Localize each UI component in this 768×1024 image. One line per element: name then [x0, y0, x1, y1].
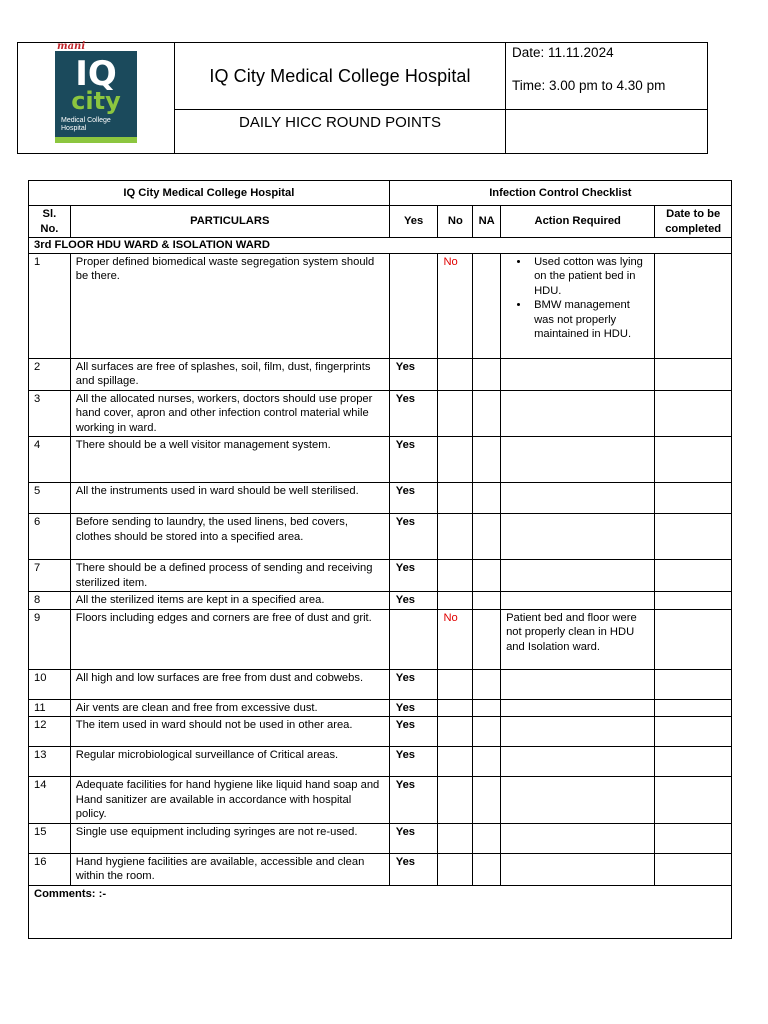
row-date-to-complete: [655, 853, 732, 885]
row-particulars: All the sterilized items are kept in a specified area.: [70, 592, 389, 610]
row-sl-no: 4: [29, 437, 71, 483]
row-action-required: [501, 747, 655, 777]
comments-field: Comments: :-: [29, 885, 732, 938]
row-no: [438, 514, 473, 560]
row-sl-no: 8: [29, 592, 71, 610]
row-no: No: [438, 609, 473, 669]
hospital-logo: [55, 40, 137, 143]
row-particulars: Adequate facilities for hand hygiene like liquid hand soap and Hand sanitizer are available in accordance with hospital policy.: [70, 777, 389, 824]
row-no: [438, 717, 473, 747]
table-row: [29, 592, 732, 610]
row-date-to-complete: [655, 437, 732, 483]
row-action-required: [501, 483, 655, 514]
row-no: [438, 560, 473, 592]
table-row: [29, 777, 732, 824]
table-hospital-header: IQ City Medical College Hospital: [29, 181, 390, 206]
row-no: No: [438, 253, 473, 358]
row-na: [473, 717, 501, 747]
row-date-to-complete: [655, 390, 732, 437]
row-particulars: All the instruments used in ward should be well sterilised.: [70, 483, 389, 514]
row-particulars: Proper defined biomedical waste segregation system should be there.: [70, 253, 389, 358]
row-yes: Yes: [389, 437, 438, 483]
row-date-to-complete: [655, 592, 732, 610]
action-list-item: • Used cotton was lying on the patient bed in HDU.: [530, 255, 649, 299]
logo-brand: mani: [57, 40, 86, 52]
row-na: [473, 777, 501, 824]
date-time-cell: [506, 43, 708, 110]
row-sl-no: 12: [29, 717, 71, 747]
row-action-required: [501, 823, 655, 853]
row-na: [473, 483, 501, 514]
row-sl-no: 10: [29, 669, 71, 699]
row-na: [473, 669, 501, 699]
col-header-date: Date to be completed: [655, 206, 732, 238]
action-list-item: • BMW management was not properly maintained in HDU.: [530, 298, 649, 342]
row-particulars: There should be a defined process of sending and receiving sterilized item.: [70, 560, 389, 592]
row-sl-no: 6: [29, 514, 71, 560]
row-action-required: [501, 437, 655, 483]
col-header-no: No: [438, 206, 473, 238]
logo-city-text: city: [71, 86, 121, 115]
table-checklist-header: Infection Control Checklist: [389, 181, 731, 206]
empty-header-cell: [506, 110, 708, 154]
checklist-rows: [29, 253, 732, 885]
row-date-to-complete: [655, 609, 732, 669]
row-no: [438, 853, 473, 885]
row-na: [473, 437, 501, 483]
col-header-sl: Sl. No.: [29, 206, 71, 238]
row-particulars: Floors including edges and corners are free of dust and grit.: [70, 609, 389, 669]
row-yes: Yes: [389, 560, 438, 592]
row-particulars: All high and low surfaces are free from dust and cobwebs.: [70, 669, 389, 699]
row-sl-no: 2: [29, 358, 71, 390]
section-title: 3rd FLOOR HDU WARD & ISOLATION WARD: [29, 238, 732, 254]
table-row: [29, 560, 732, 592]
row-na: [473, 390, 501, 437]
row-yes: [389, 253, 438, 358]
row-no: [438, 390, 473, 437]
round-date: Date: 11.11.2024: [512, 45, 614, 60]
action-list: [506, 255, 649, 342]
row-sl-no: 13: [29, 747, 71, 777]
row-date-to-complete: [655, 358, 732, 390]
row-action-required: [501, 560, 655, 592]
table-row: [29, 253, 732, 358]
row-na: [473, 853, 501, 885]
row-date-to-complete: [655, 514, 732, 560]
row-particulars: Regular microbiological surveillance of Critical areas.: [70, 747, 389, 777]
table-row: [29, 390, 732, 437]
row-no: [438, 747, 473, 777]
row-action-required: [501, 777, 655, 824]
row-date-to-complete: [655, 777, 732, 824]
row-action-required: [501, 669, 655, 699]
table-row: [29, 823, 732, 853]
row-sl-no: 3: [29, 390, 71, 437]
document-header: [17, 42, 708, 154]
table-row: [29, 699, 732, 717]
row-na: [473, 514, 501, 560]
row-yes: [389, 609, 438, 669]
row-no: [438, 823, 473, 853]
round-title-cell: [175, 110, 506, 154]
col-header-particulars: PARTICULARS: [70, 206, 389, 238]
row-date-to-complete: [655, 747, 732, 777]
round-title: DAILY HICC ROUND POINTS: [239, 114, 441, 131]
row-yes: Yes: [389, 669, 438, 699]
row-sl-no: 7: [29, 560, 71, 592]
row-sl-no: 15: [29, 823, 71, 853]
row-na: [473, 253, 501, 358]
row-date-to-complete: [655, 560, 732, 592]
table-row: [29, 669, 732, 699]
row-sl-no: 9: [29, 609, 71, 669]
row-yes: Yes: [389, 747, 438, 777]
row-date-to-complete: [655, 699, 732, 717]
table-row: [29, 717, 732, 747]
row-yes: Yes: [389, 592, 438, 610]
row-na: [473, 747, 501, 777]
row-na: [473, 592, 501, 610]
row-date-to-complete: [655, 823, 732, 853]
col-header-na: NA: [473, 206, 501, 238]
table-row: [29, 747, 732, 777]
row-particulars: The item used in ward should not be used in other area.: [70, 717, 389, 747]
row-particulars: Single use equipment including syringes are not re-used.: [70, 823, 389, 853]
row-date-to-complete: [655, 483, 732, 514]
table-row: [29, 609, 732, 669]
row-action-required: [501, 717, 655, 747]
row-sl-no: 1: [29, 253, 71, 358]
row-action-required: [501, 853, 655, 885]
row-na: [473, 823, 501, 853]
row-yes: Yes: [389, 699, 438, 717]
row-yes: Yes: [389, 358, 438, 390]
row-particulars: Hand hygiene facilities are available, accessible and clean within the room.: [70, 853, 389, 885]
row-date-to-complete: [655, 669, 732, 699]
row-no: [438, 358, 473, 390]
logo-subtitle-line1: Medical College: [61, 116, 111, 124]
row-no: [438, 669, 473, 699]
row-no: [438, 592, 473, 610]
row-no: [438, 437, 473, 483]
row-action-required: [501, 592, 655, 610]
row-yes: Yes: [389, 853, 438, 885]
row-yes: Yes: [389, 514, 438, 560]
row-particulars: There should be a well visitor management system.: [70, 437, 389, 483]
row-yes: Yes: [389, 717, 438, 747]
row-no: [438, 777, 473, 824]
logo-iq-text: IQ: [75, 53, 117, 94]
hospital-name: IQ City Medical College Hospital: [209, 65, 471, 86]
row-action-required: [501, 253, 655, 358]
table-row: [29, 514, 732, 560]
row-na: [473, 699, 501, 717]
row-yes: Yes: [389, 483, 438, 514]
row-no: [438, 483, 473, 514]
row-sl-no: 11: [29, 699, 71, 717]
row-na: [473, 609, 501, 669]
col-header-yes: Yes: [389, 206, 438, 238]
row-sl-no: 16: [29, 853, 71, 885]
col-header-action: Action Required: [501, 206, 655, 238]
row-yes: Yes: [389, 390, 438, 437]
row-sl-no: 14: [29, 777, 71, 824]
logo-subtitle-line2: Hospital: [61, 124, 87, 132]
row-na: [473, 560, 501, 592]
infection-control-checklist: [28, 180, 732, 939]
round-time: Time: 3.00 pm to 4.30 pm: [512, 78, 666, 93]
row-date-to-complete: [655, 717, 732, 747]
logo-cell: [18, 40, 175, 154]
table-row: [29, 358, 732, 390]
table-row: [29, 853, 732, 885]
row-particulars: Air vents are clean and free from excessive dust.: [70, 699, 389, 717]
row-action-required: Patient bed and floor were not properly clean in HDU and Isolation ward.: [501, 609, 655, 669]
row-action-required: [501, 358, 655, 390]
row-particulars: All surfaces are free of splashes, soil, film, dust, fingerprints and spillage.: [70, 358, 389, 390]
table-row: [29, 483, 732, 514]
row-date-to-complete: [655, 253, 732, 358]
row-action-required: [501, 390, 655, 437]
row-na: [473, 358, 501, 390]
table-row: [29, 437, 732, 483]
hospital-name-cell: [175, 43, 506, 110]
row-action-required: [501, 699, 655, 717]
row-particulars: All the allocated nurses, workers, doctors should use proper hand cover, apron and other infection control material while working in ward.: [70, 390, 389, 437]
row-particulars: Before sending to laundry, the used linens, bed covers, clothes should be stored into a specified area.: [70, 514, 389, 560]
logo-subtitle: [61, 117, 111, 133]
row-no: [438, 699, 473, 717]
row-sl-no: 5: [29, 483, 71, 514]
logo-bar: [55, 137, 137, 143]
row-action-required: [501, 514, 655, 560]
row-yes: Yes: [389, 777, 438, 824]
row-yes: Yes: [389, 823, 438, 853]
